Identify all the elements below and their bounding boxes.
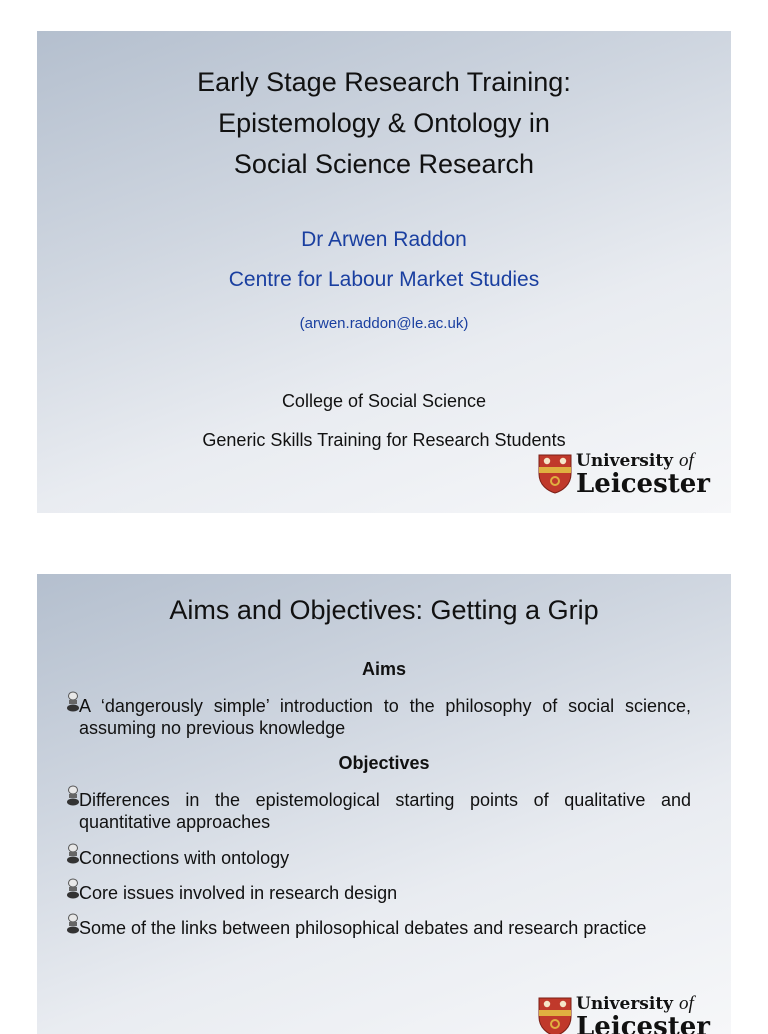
bullet-icon — [65, 878, 81, 902]
list-item — [79, 789, 691, 833]
objective-text: Some of the links between philosophical debates and research practice — [79, 918, 647, 938]
author-name: Dr Arwen Raddon — [301, 228, 467, 251]
objective-text: Core issues involved in research design — [79, 883, 398, 903]
list-item — [79, 695, 691, 739]
logo-of-text: of — [678, 993, 694, 1014]
aims-slide — [37, 574, 731, 1034]
logo-of-text: of — [678, 450, 694, 471]
slide-title: Aims and Objectives: Getting a Grip — [169, 595, 599, 625]
aim-text: A ‘dangerously simple’ introduction to the philosophy of social science, assuming no previous knowledge — [79, 696, 691, 738]
title-slide — [37, 31, 731, 513]
title-line-2: Epistemology & Ontology in — [218, 108, 550, 138]
title-line-1: Early Stage Research Training: — [197, 67, 571, 97]
objectives-heading: Objectives — [338, 753, 430, 773]
logo-leicester-text: Leicester — [576, 469, 710, 499]
course-name: Generic Skills Training for Research Students — [202, 430, 566, 450]
list-item — [79, 847, 691, 869]
bullet-icon — [65, 843, 81, 867]
aims-heading: Aims — [361, 659, 406, 679]
bullet-icon — [65, 691, 81, 715]
author-email: (arwen.raddon@le.ac.uk) — [299, 315, 469, 332]
list-item — [79, 882, 691, 904]
author-affiliation: Centre for Labour Market Studies — [228, 268, 540, 291]
objective-text: Connections with ontology — [79, 848, 290, 868]
title-line-3: Social Science Research — [233, 149, 535, 179]
logo-university-text: University — [576, 451, 674, 471]
logo-university-text: University — [576, 994, 674, 1014]
objective-text: Differences in the epistemological starting points of qualitative and quantitative approaches — [79, 790, 691, 832]
university-logo — [538, 994, 710, 1034]
university-shield-icon — [538, 454, 572, 494]
bullet-icon — [65, 785, 81, 809]
slide-title — [37, 62, 731, 185]
university-shield-icon — [538, 997, 572, 1034]
list-item — [79, 917, 691, 939]
college-name: College of Social Science — [281, 391, 487, 411]
bullet-icon — [65, 913, 81, 937]
university-logo — [538, 451, 710, 497]
logo-leicester-text: Leicester — [576, 1012, 710, 1034]
